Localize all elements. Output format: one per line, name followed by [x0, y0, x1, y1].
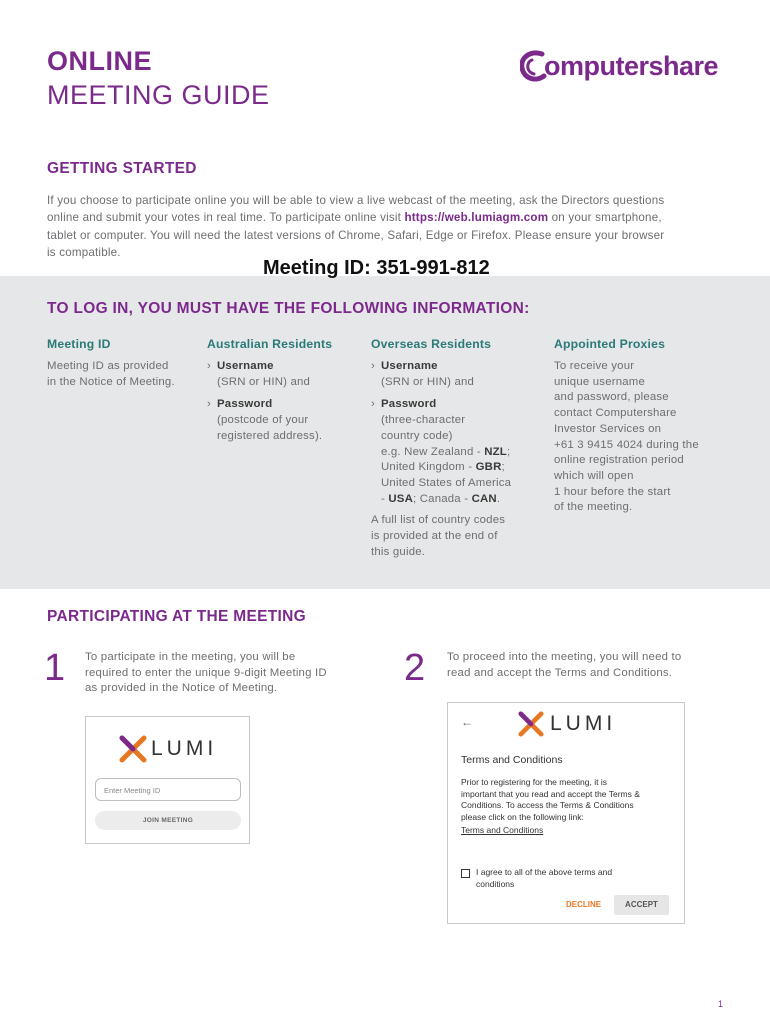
lumi-join-card	[85, 716, 250, 844]
os-code-can: CAN	[471, 492, 497, 505]
proxies-line: 1 hour before the start	[554, 485, 671, 498]
lumi-terms-card	[447, 702, 685, 924]
col-overseas-text	[371, 359, 536, 560]
title-line-1: ONLINE	[47, 46, 153, 76]
col-meeting-id-text	[47, 359, 197, 390]
step-1-number: 1	[44, 647, 66, 689]
col-proxies-title: Appointed Proxies	[554, 337, 666, 351]
step-2-text	[447, 650, 737, 681]
decline-button[interactable]: DECLINE	[566, 900, 602, 909]
lumi-logo	[518, 711, 628, 741]
au-password-label: Password	[217, 398, 273, 411]
os-eg-nz: e.g. New Zealand - NZL;	[381, 445, 511, 458]
au-username-detail: (SRN or HIN) and	[217, 375, 311, 388]
os-password-detail: (three-character	[381, 414, 466, 427]
terms-line: Conditions. To access the Terms & Conditions	[461, 800, 634, 810]
page-number: 1	[718, 999, 724, 1009]
lumi-x-icon	[119, 735, 147, 763]
step-2-number: 2	[404, 647, 426, 689]
lumi-x-icon	[518, 711, 544, 737]
os-full-list-line: is provided at the end of	[371, 530, 498, 543]
os-eg-us-prefix: -	[381, 492, 389, 505]
os-code-nzl: NZL	[484, 445, 507, 458]
os-full-list-line: A full list of country codes	[371, 514, 506, 527]
au-password-detail: registered address).	[217, 429, 323, 442]
step-1-line: as provided in the Notice of Meeting.	[85, 682, 278, 695]
terms-body	[461, 777, 681, 837]
os-username-label: Username	[381, 360, 438, 372]
lumi-brand-text: LUMI	[550, 712, 617, 735]
col-overseas-title: Overseas Residents	[371, 337, 492, 351]
proxies-line: Investor Services on	[554, 422, 662, 435]
accept-button[interactable]: ACCEPT	[614, 895, 669, 915]
svg-text:omputershare: omputershare	[544, 51, 719, 81]
proxies-line: +61 3 9415 4024 during the	[554, 438, 699, 451]
lumi-url-link[interactable]: https://web.lumiagm.com	[404, 211, 549, 225]
step-2-line: read and accept the Terms and Conditions.	[447, 666, 673, 679]
getting-started-line-2b: on your smartphone,	[548, 211, 662, 225]
au-password-detail: (postcode of your	[217, 414, 309, 427]
lumi-brand-text: LUMI	[151, 737, 218, 760]
proxies-line: To receive your	[554, 360, 635, 372]
col-australian-text	[207, 359, 357, 445]
lumi-logo	[119, 735, 229, 765]
participating-heading: PARTICIPATING AT THE MEETING	[47, 608, 306, 625]
proxies-line: unique username	[554, 375, 646, 388]
os-eg-us-line: United States of America	[381, 476, 512, 489]
col-australian-title: Australian Residents	[207, 337, 333, 351]
getting-started-line-2a: online and submit your votes in real time. To participate online visit	[47, 211, 405, 225]
os-eg-us-ca: - USA; Canada - CAN.	[381, 492, 501, 505]
agree-line: I agree to all of the above terms and	[476, 867, 613, 877]
os-password-detail: country code)	[381, 429, 453, 442]
os-eg-uk: United Kingdom - GBR;	[381, 461, 505, 474]
chevron-right-icon: ›	[207, 398, 211, 411]
proxies-line: contact Computershare	[554, 407, 677, 420]
computershare-logo	[520, 46, 730, 86]
col-meeting-id-title: Meeting ID	[47, 337, 111, 351]
agree-line: conditions	[476, 878, 515, 889]
au-password-row	[207, 397, 357, 413]
getting-started-line-1: If you choose to participate online you will be able to view a live webcast of the meeting, ask the Directors questions	[47, 194, 665, 207]
proxies-line: of the meeting.	[554, 501, 633, 514]
au-username-label: Username	[217, 360, 274, 372]
col-proxies-text	[554, 359, 724, 516]
os-eg-uk-prefix: United Kingdom -	[381, 461, 476, 474]
au-username-row	[207, 359, 357, 375]
os-code-usa: USA	[388, 492, 414, 505]
os-username-row	[371, 359, 536, 375]
getting-started-line-2	[47, 209, 747, 226]
terms-line: Prior to registering for the meeting, it is	[461, 777, 607, 787]
os-password-label: Password	[381, 398, 437, 411]
getting-started-line-3: tablet or computer. You will need the latest versions of Chrome, Safari, Edge or Firefox. Please ensure your browser	[47, 228, 665, 242]
chevron-right-icon: ›	[371, 398, 375, 411]
chevron-right-icon: ›	[207, 360, 211, 372]
agree-checkbox[interactable]	[461, 869, 470, 878]
os-username-detail: (SRN or HIN) and	[381, 375, 475, 388]
getting-started-line-4: is compatible.	[47, 245, 121, 259]
os-eg-ca-prefix: ; Canada -	[413, 492, 472, 505]
step-1-line: To participate in the meeting, you will be	[85, 651, 296, 663]
chevron-right-icon: ›	[371, 360, 375, 372]
col-meeting-id-line: in the Notice of Meeting.	[47, 375, 175, 388]
meeting-id-input[interactable]: Enter Meeting ID	[95, 778, 241, 801]
col-meeting-id-line: Meeting ID as provided	[47, 360, 169, 372]
proxies-line: and password, please	[554, 391, 669, 404]
proxies-line: online registration period	[554, 454, 684, 467]
proxies-line: which will open	[554, 469, 634, 482]
agree-label	[476, 867, 676, 890]
os-password-row	[371, 397, 536, 413]
back-arrow-icon[interactable]: ←	[461, 715, 473, 729]
meeting-id-banner: Meeting ID: 351-991-812	[263, 257, 490, 279]
getting-started-body	[47, 192, 747, 261]
os-code-gbr: GBR	[475, 461, 502, 474]
os-full-list-line: this guide.	[371, 545, 426, 558]
getting-started-heading: GETTING STARTED	[47, 160, 197, 177]
login-heading: TO LOG IN, YOU MUST HAVE THE FOLLOWING INFORMATION:	[47, 300, 530, 317]
title-line-2: MEETING GUIDE	[47, 80, 270, 110]
step-1-line: required to enter the unique 9-digit Meeting ID	[85, 666, 327, 679]
terms-line: important that you read and accept the Terms &	[461, 788, 640, 799]
terms-line: please click on the following link:	[461, 811, 584, 822]
step-2-line: To proceed into the meeting, you will need to	[447, 651, 682, 663]
terms-link[interactable]: Terms and Conditions	[461, 825, 544, 835]
step-1-text	[85, 650, 375, 697]
join-meeting-button[interactable]: JOIN MEETING	[95, 811, 241, 830]
os-eg-nz-prefix: e.g. New Zealand -	[381, 445, 485, 458]
terms-title: Terms and Conditions	[461, 754, 563, 766]
